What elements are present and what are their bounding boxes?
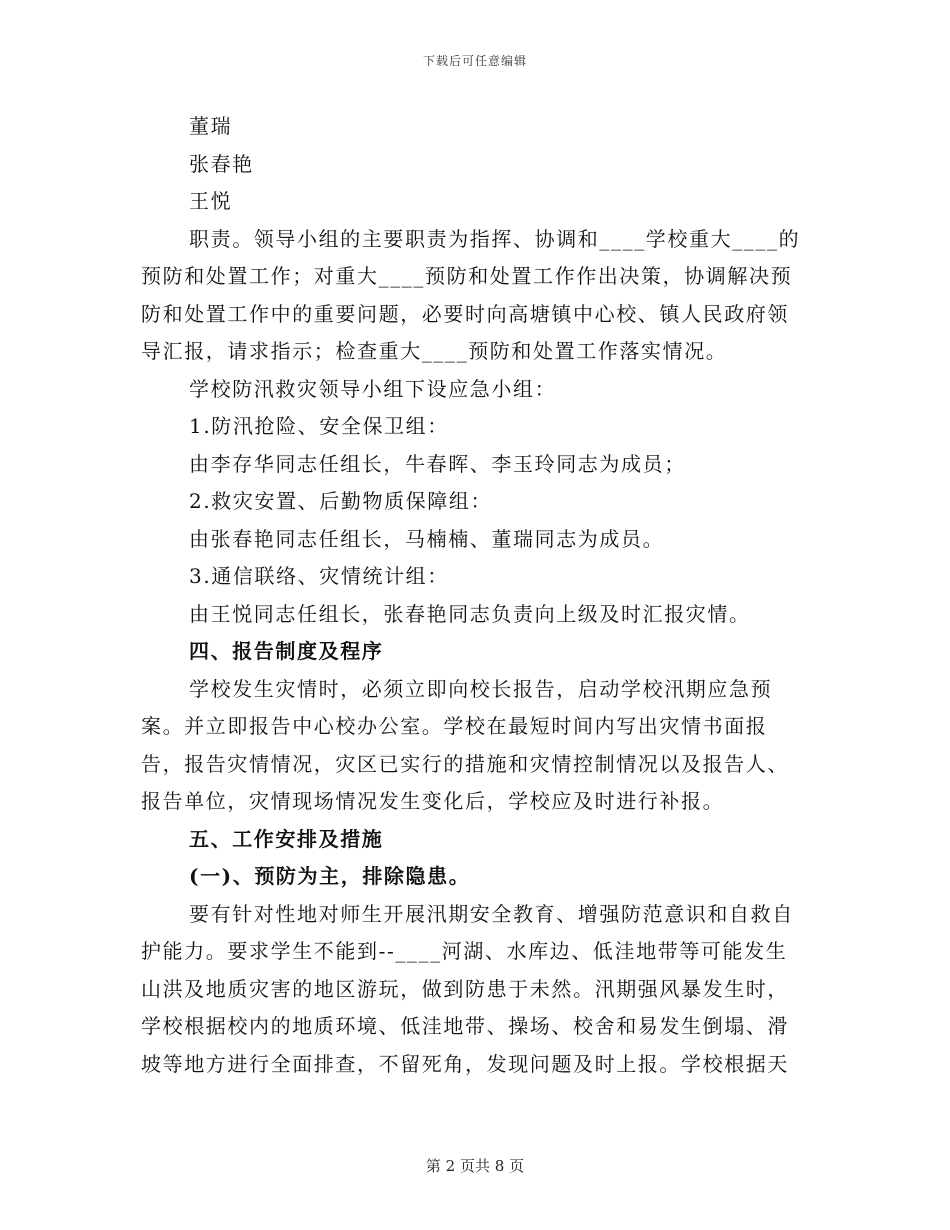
group1-title: 1.防汛抢险、安全保卫组： [189,414,449,438]
section4-paragraph: 学校发生灾情时，必须立即向校长报告，启动学校汛期应急预案。并立即报告中心校办公室。学校在最短时间内写出灾情书面报告，报告灾情情况，灾区已实行的措施和灾情控制情况以及报告人、报告单位，灾情现场情况发生变化后，学校应及时进行补报。 [141,676,789,813]
section5-heading: 五、工作安排及措施 [189,826,384,851]
section4-heading: 四、报告制度及程序 [189,639,384,663]
page-header: 下载后可任意编辑 [422,54,527,68]
group1-members: 由李存华同志任组长，牛春晖、李玉玲同志为成员； [189,451,686,476]
duty-paragraph: 职责。领导小组的主要职责为指挥、协调和____学校重大____的预防和处置工作；对重大____预防和处置工作作出决策，协调解决预防和处置工作中的重要问题，必要时向高塘镇中心校、镇人民政府领导汇报，请求指示；检查重大____预防和处置工作落实情况。 [141,226,801,363]
section5-subheading: (一)、预防为主，排除隐患。 [189,864,471,888]
member-name: 王悦 [189,189,233,213]
group2-members: 由张春艳同志任组长，马楠楠、董瑞同志为成员。 [189,526,665,551]
section5-paragraph: 要有针对性地对师生开展汛期安全教育、增强防范意识和自救自护能力。要求学生不能到--____河湖、水库边、低洼地带等可能发生山洪及地质灾害的地区游玩，做到防患于未然。汛期强风暴发生时，学校根据校内的地质环境、低洼地带、操场、校舍和易发生倒塌、滑坡等地方进行全面排查，不留死角，发现问题及时上报。学校根据天 [141,901,794,1076]
group3-title: 3.通信联络、灾情统计组： [189,564,449,588]
group3-members: 由王悦同志任组长，张春艳同志负责向上级及时汇报灾情。 [189,601,751,626]
page-number: 第 2 页共 8 页 [425,1157,525,1175]
subgroups-intro: 学校防汛救灾领导小组下设应急小组： [189,376,557,401]
group2-title: 2.救灾安置、后勤物质保障组： [189,489,493,513]
member-name: 董瑞 [189,114,233,138]
member-name: 张春艳 [189,151,254,176]
document-body [141,108,801,1083]
